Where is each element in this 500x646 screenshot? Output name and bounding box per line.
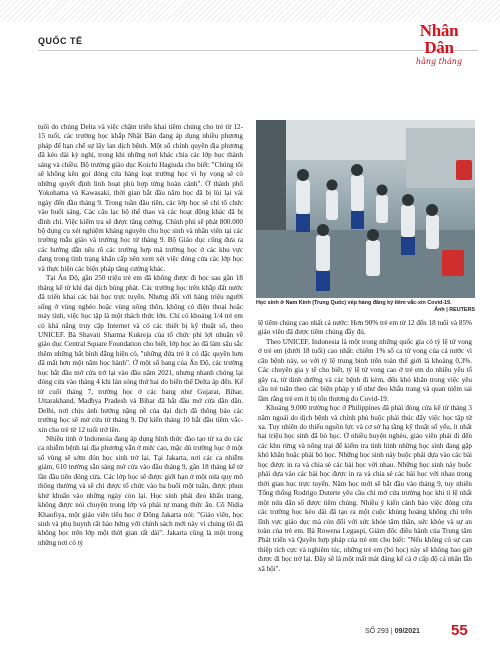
- paragraph: tuổi do chủng Delta và việc chậm triển khai tiêm chủng cho trẻ từ 12-15 tuổi, các trường học khắp Nhật Bản đang áp dụng nhiều phương pháp để hạn chế sự lây lan dịch bệnh. Một số chính quyền địa phương đã kéo dài kỳ nghỉ, trong khi những nơi khác chia các lớp học thành sáng và chiều. Bộ trưởng giáo dục Koichi Hagiuda cho biết: "Chúng tôi sẽ không kêu gọi đóng cửa hàng loạt trường học vì hy vọng sẽ có những quyết định linh hoạt phù hợp từng hoàn cảnh". Ở thành phố Yokohama và Kawasaki, thời gian bắt đầu năm học đã bị lùi lại vài ngày đến đầu tháng 9. Trong tuần đầu tiên, các lớp học sẽ chỉ tổ chức vào buổi sáng. Các câu lạc bộ thể thao và các hoạt động khác đã bị đình chỉ. Việc kiểm tra sẽ được tăng cường. Chính phủ sẽ phát 800.000 bộ dụng cụ xét nghiệm kháng nguyên cho học sinh và nhân viên tại các trường mẫu giáo và trường học từ tháng 9. Bộ Giáo dục cũng đưa ra các hướng dẫn nêu rõ các trường hợp mà trường học ở các khu vực đang trong tình trạng khẩn cấp nên xem xét việc đóng cửa các lớp học và thực hiện các biện pháp tăng cường khác.: [38, 123, 243, 273]
- masthead-logo: [404, 21, 474, 66]
- logo-title: Nhân Dân: [419, 21, 459, 57]
- photo-credit: Ảnh | REUTERS: [434, 307, 475, 313]
- top-pattern-band: [0, 0, 500, 22]
- page-number: 55: [451, 622, 468, 639]
- caption-text: Học sinh ở Nam Kinh (Trung Quốc) xếp hàng đăng ký tiêm vắc-xin Covid-19.: [256, 300, 452, 306]
- section-label: QUỐC TẾ: [38, 36, 83, 46]
- article-left-column: [38, 123, 243, 548]
- photo-caption: [256, 300, 475, 314]
- issue-separator: |: [390, 628, 393, 635]
- paragraph: Nhiều tỉnh ở Indonesia đang áp dụng hình thức đào tạo từ xa do các ca nhiễm bệnh tại địa phương vẫn ở mức cao, mặc dù trường học ở một số vùng sẽ sớm đón học sinh trở lại. Tại Jakarta, nơi các ca nhiễm giảm, 610 trường sẵn sàng mở cửa vào đầu tháng 9, gần 18 tháng kể từ lần đầu tiên đóng cửa. Các lớp học sẽ được giới hạn ở một nửa quy mô thông thường và sẽ chỉ được tổ chức vào ba buổi một tuần, được phun khử khuẩn vào những ngày còn lại. Học sinh phải đeo khẩu trang, không được nói chuyện trong lớp và phải tự mang thức ăn. Cô Nidia Khaofiya, một giáo viên tiểu học ở Đông Jakarta nói: "Giáo viên, học sinh và phụ huynh rất hào hứng với chính sách mới này vì chúng tôi đã không học trên lớp một thời gian rất dài". Jakarta cũng là một trong những nơi có tỷ: [38, 434, 243, 547]
- issue-info: [365, 628, 420, 635]
- paragraph: Tại Ấn Độ, gần 250 triệu trẻ em đã không được đi học sau gần 18 tháng kể từ khi đại dịch bùng phát. Các trường học trên khắp đất nước đã triển khai các bài học trực tuyến. Nhưng đối với hàng triệu người sống ở vùng nghèo hoặc vùng nông thôn, không có điện thoại hoặc máy tính, việc học tập là một thách thức lớn. Chỉ có khoảng 1/4 trẻ em có khả năng truy cập Internet và có các thiết bị kỹ thuật số, theo UNICEF. Bà Shavati Sharma Kukreja của tổ chức phi lợi nhuận về giáo dục Central Square Foundation cho biết, lớp học ảo đã làm sâu sắc thêm những bất bình đẳng hiện có, "những đứa trẻ ít có đặc quyền hơn đã mất hơn một năm học hành". Ở một số bang của Ấn Độ, các trường học bắt đầu mở cửa trở lại vào đầu năm 2021, nhưng nhanh chóng lại đóng cửa vào tháng 4 khi làn sóng thứ hai do biến thể Delta áp đến. Kể từ cuối tháng 7, trường học ở các bang như Gujarat, Bihar, Uttarakhand, Madhya Pradesh và Bihar đã bắt đầu mở cửa dần dần. Delhi, nơi chịu ảnh hưởng nặng nề của đại dịch đã thông báo các trường học sẽ mở cửa từ tháng 9. Dự kiến tháng 10 bắt đầu tiêm vắc-xin cho trẻ từ 12 tuổi trở lên.: [38, 274, 243, 434]
- paragraph: Theo UNICEF, Indonesia là một trong những quốc gia có tỷ lệ tử vong ở trẻ em (dưới 18 tuổi) cao nhất: chiếm 1% số ca tử vong của cả nước vì căn bệnh này, so với tỷ lệ trung bình trên toàn thế giới là khoảng 0,3%. Các chuyên gia y tế cho biết, tỷ lệ tử vong cao ở trẻ em do nhiều yếu tố gây ra, từ dinh dưỡng và các bệnh đi kèm, đến khó khăn trong việc yêu cầu trẻ tuân theo các biện pháp y tế như đeo khẩu trang và quan niệm sai lầm rằng trẻ em ít bị tổn thương do Covid-19.: [258, 337, 472, 403]
- paragraph: lệ tiêm chủng cao nhất cả nước: Hơn 90% trẻ em từ 12 đến 18 tuổi và 85% giáo viên đã được tiêm chủng đầy đủ.: [258, 319, 472, 337]
- logo-subtitle: hằng tháng: [415, 57, 463, 66]
- article-right-column: [258, 319, 472, 574]
- paragraph: Khoảng 9.000 trường học ở Philippines đã phải đóng cửa kể từ tháng 3 năm ngoái do dịch bệnh và chính phủ buộc phải thúc đẩy việc học tập từ xa. Tuy nhiên do thiếu nguồn lực và cơ sở hạ tầng kỹ thuật số yếu, ít nhất hai triệu học sinh đã bỏ học. Ở nhiều huyện nghèo, giáo viên phải đi đến các khu rừng và nông trại để kiểm tra tình hình những học sinh đang gặp khó khăn hoặc phải bỏ học. Những học sinh này buộc phải dựa vào các bài học được in ra và chia sẻ các bài học với nhau. Những học sinh này buộc phải dựa vào các bài học được in ra và chia sẻ các bài học với nhau trong thời gian học trực tuyến. Năm học mới sẽ bắt đầu vào tháng 9, tuy nhiên Tổng thống Rodrigo Duterte yêu cầu chỉ mở cửa trường học khi tỉ lệ nhất một nửa dân số được tiêm chủng. Nhiều ý kiến cảnh báo việc đóng cửa các trường học kéo dài đã tạo ra một cuộc khủng hoảng không chỉ trên lĩnh vực giáo dục mà còn đối với sức khỏe tâm thần, sức khỏe và sự an toàn của trẻ em. Bà Rowena Legaspi, Giám đốc điều hành của Trung tâm Phát triển và Quyền hợp pháp của trẻ em cho biết: "Nếu không có sự can thiệp tích cực và nghiêm túc, những trẻ em (bỏ học) này sẽ không bao giờ được đi học trở lại. Đây sẽ là một mất mát đáng kể cả ở cấp độ cá nhân lẫn xã hội".: [258, 404, 472, 573]
- issue-date: 09/2021: [394, 628, 420, 635]
- article-photo: [256, 120, 475, 298]
- issue-number: SỐ 293: [365, 628, 389, 635]
- photo-illustration: [256, 120, 475, 298]
